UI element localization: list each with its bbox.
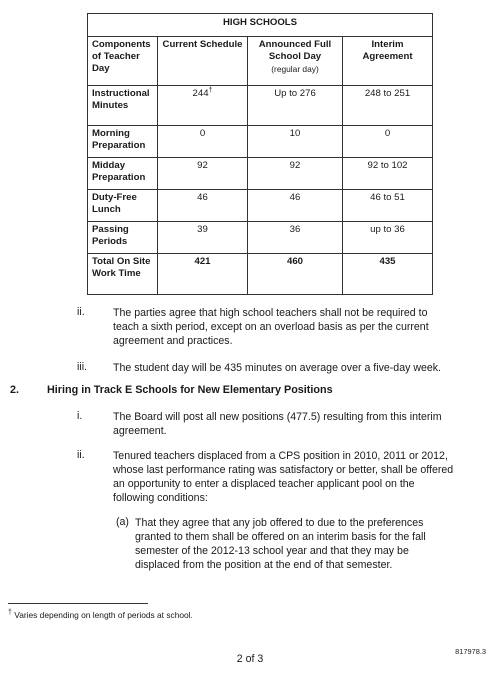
row-label: Midday Preparation xyxy=(88,158,158,190)
document-id: 817978.3 xyxy=(455,647,486,656)
item-text: That they agree that any job offered to due to the preferences granted to them shall be offered on an interim basis for the fall semester of the 2012-13 school year and that they may be displaced from the position at the end of that semester. xyxy=(135,517,426,571)
item-number: ii. xyxy=(77,449,85,461)
header-interim: Interim Agreement xyxy=(343,37,433,86)
cell-current: 0 xyxy=(158,126,248,158)
item-number: iii. xyxy=(77,361,88,373)
header-current: Current Schedule xyxy=(158,37,248,86)
section-number: 2. xyxy=(10,384,20,396)
cell-interim: up to 36 xyxy=(343,222,433,254)
row-label: Morning Preparation xyxy=(88,126,158,158)
item-number: i. xyxy=(77,410,83,422)
item-number: ii. xyxy=(77,306,85,318)
header-announced-sub: (regular day) xyxy=(271,64,319,74)
cell-current: 421 xyxy=(158,254,248,295)
item-text: The parties agree that high school teachers shall not be required to teach a sixth period, except on an overload basis as per the current agreement and practices. xyxy=(113,307,429,347)
item-text: The Board will post all new positions (477.5) resulting from this interim agreement. xyxy=(113,411,442,437)
footnote-mark: † xyxy=(208,86,213,94)
header-announced-label: Announced Full School Day xyxy=(258,39,332,62)
row-label: Duty-Free Lunch xyxy=(88,190,158,222)
table-row xyxy=(88,190,433,222)
cell-interim: 435 xyxy=(343,254,433,295)
cell-announced: 46 xyxy=(248,190,343,222)
cell-announced: 36 xyxy=(248,222,343,254)
table-row-total xyxy=(88,254,433,295)
footnote-mark: † xyxy=(8,609,12,617)
row-label: Passing Periods xyxy=(88,222,158,254)
cell-current: 39 xyxy=(158,222,248,254)
cell-current: 244† xyxy=(158,86,248,126)
table-row xyxy=(88,126,433,158)
item-text: The student day will be 435 minutes on average over a five-day week. xyxy=(113,362,442,374)
high-schools-table xyxy=(87,13,433,295)
footnote xyxy=(8,610,193,620)
cell-interim: 248 to 251 xyxy=(343,86,433,126)
cell-interim: 46 to 51 xyxy=(343,190,433,222)
footnote-divider xyxy=(8,603,148,604)
header-announced xyxy=(248,37,343,86)
row-label: Instructional Minutes xyxy=(88,86,158,126)
cell-current: 46 xyxy=(158,190,248,222)
item-number: (a) xyxy=(116,516,129,528)
cell-announced: 460 xyxy=(248,254,343,295)
table-row xyxy=(88,86,433,126)
cell-announced: 10 xyxy=(248,126,343,158)
table-row xyxy=(88,222,433,254)
page-number: 2 of 3 xyxy=(236,653,264,665)
item-text: Tenured teachers displaced from a CPS position in 2010, 2011 or 2012, whose last performance rating was satisfactory or better, shall be offered an opportunity to enter a displaced teacher applicant pool on the following conditions: xyxy=(113,450,454,504)
footnote-text: Varies depending on length of periods at school. xyxy=(14,610,193,620)
cell-current: 92 xyxy=(158,158,248,190)
cell-announced: 92 xyxy=(248,158,343,190)
table-title: HIGH SCHOOLS xyxy=(88,14,433,37)
section-title: Hiring in Track E Schools for New Elementary Positions xyxy=(47,384,333,396)
cell-interim: 92 to 102 xyxy=(343,158,433,190)
cell-interim: 0 xyxy=(343,126,433,158)
cell-announced: Up to 276 xyxy=(248,86,343,126)
table-row xyxy=(88,158,433,190)
header-components: Components of Teacher Day xyxy=(88,37,158,86)
row-label: Total On Site Work Time xyxy=(88,254,158,295)
